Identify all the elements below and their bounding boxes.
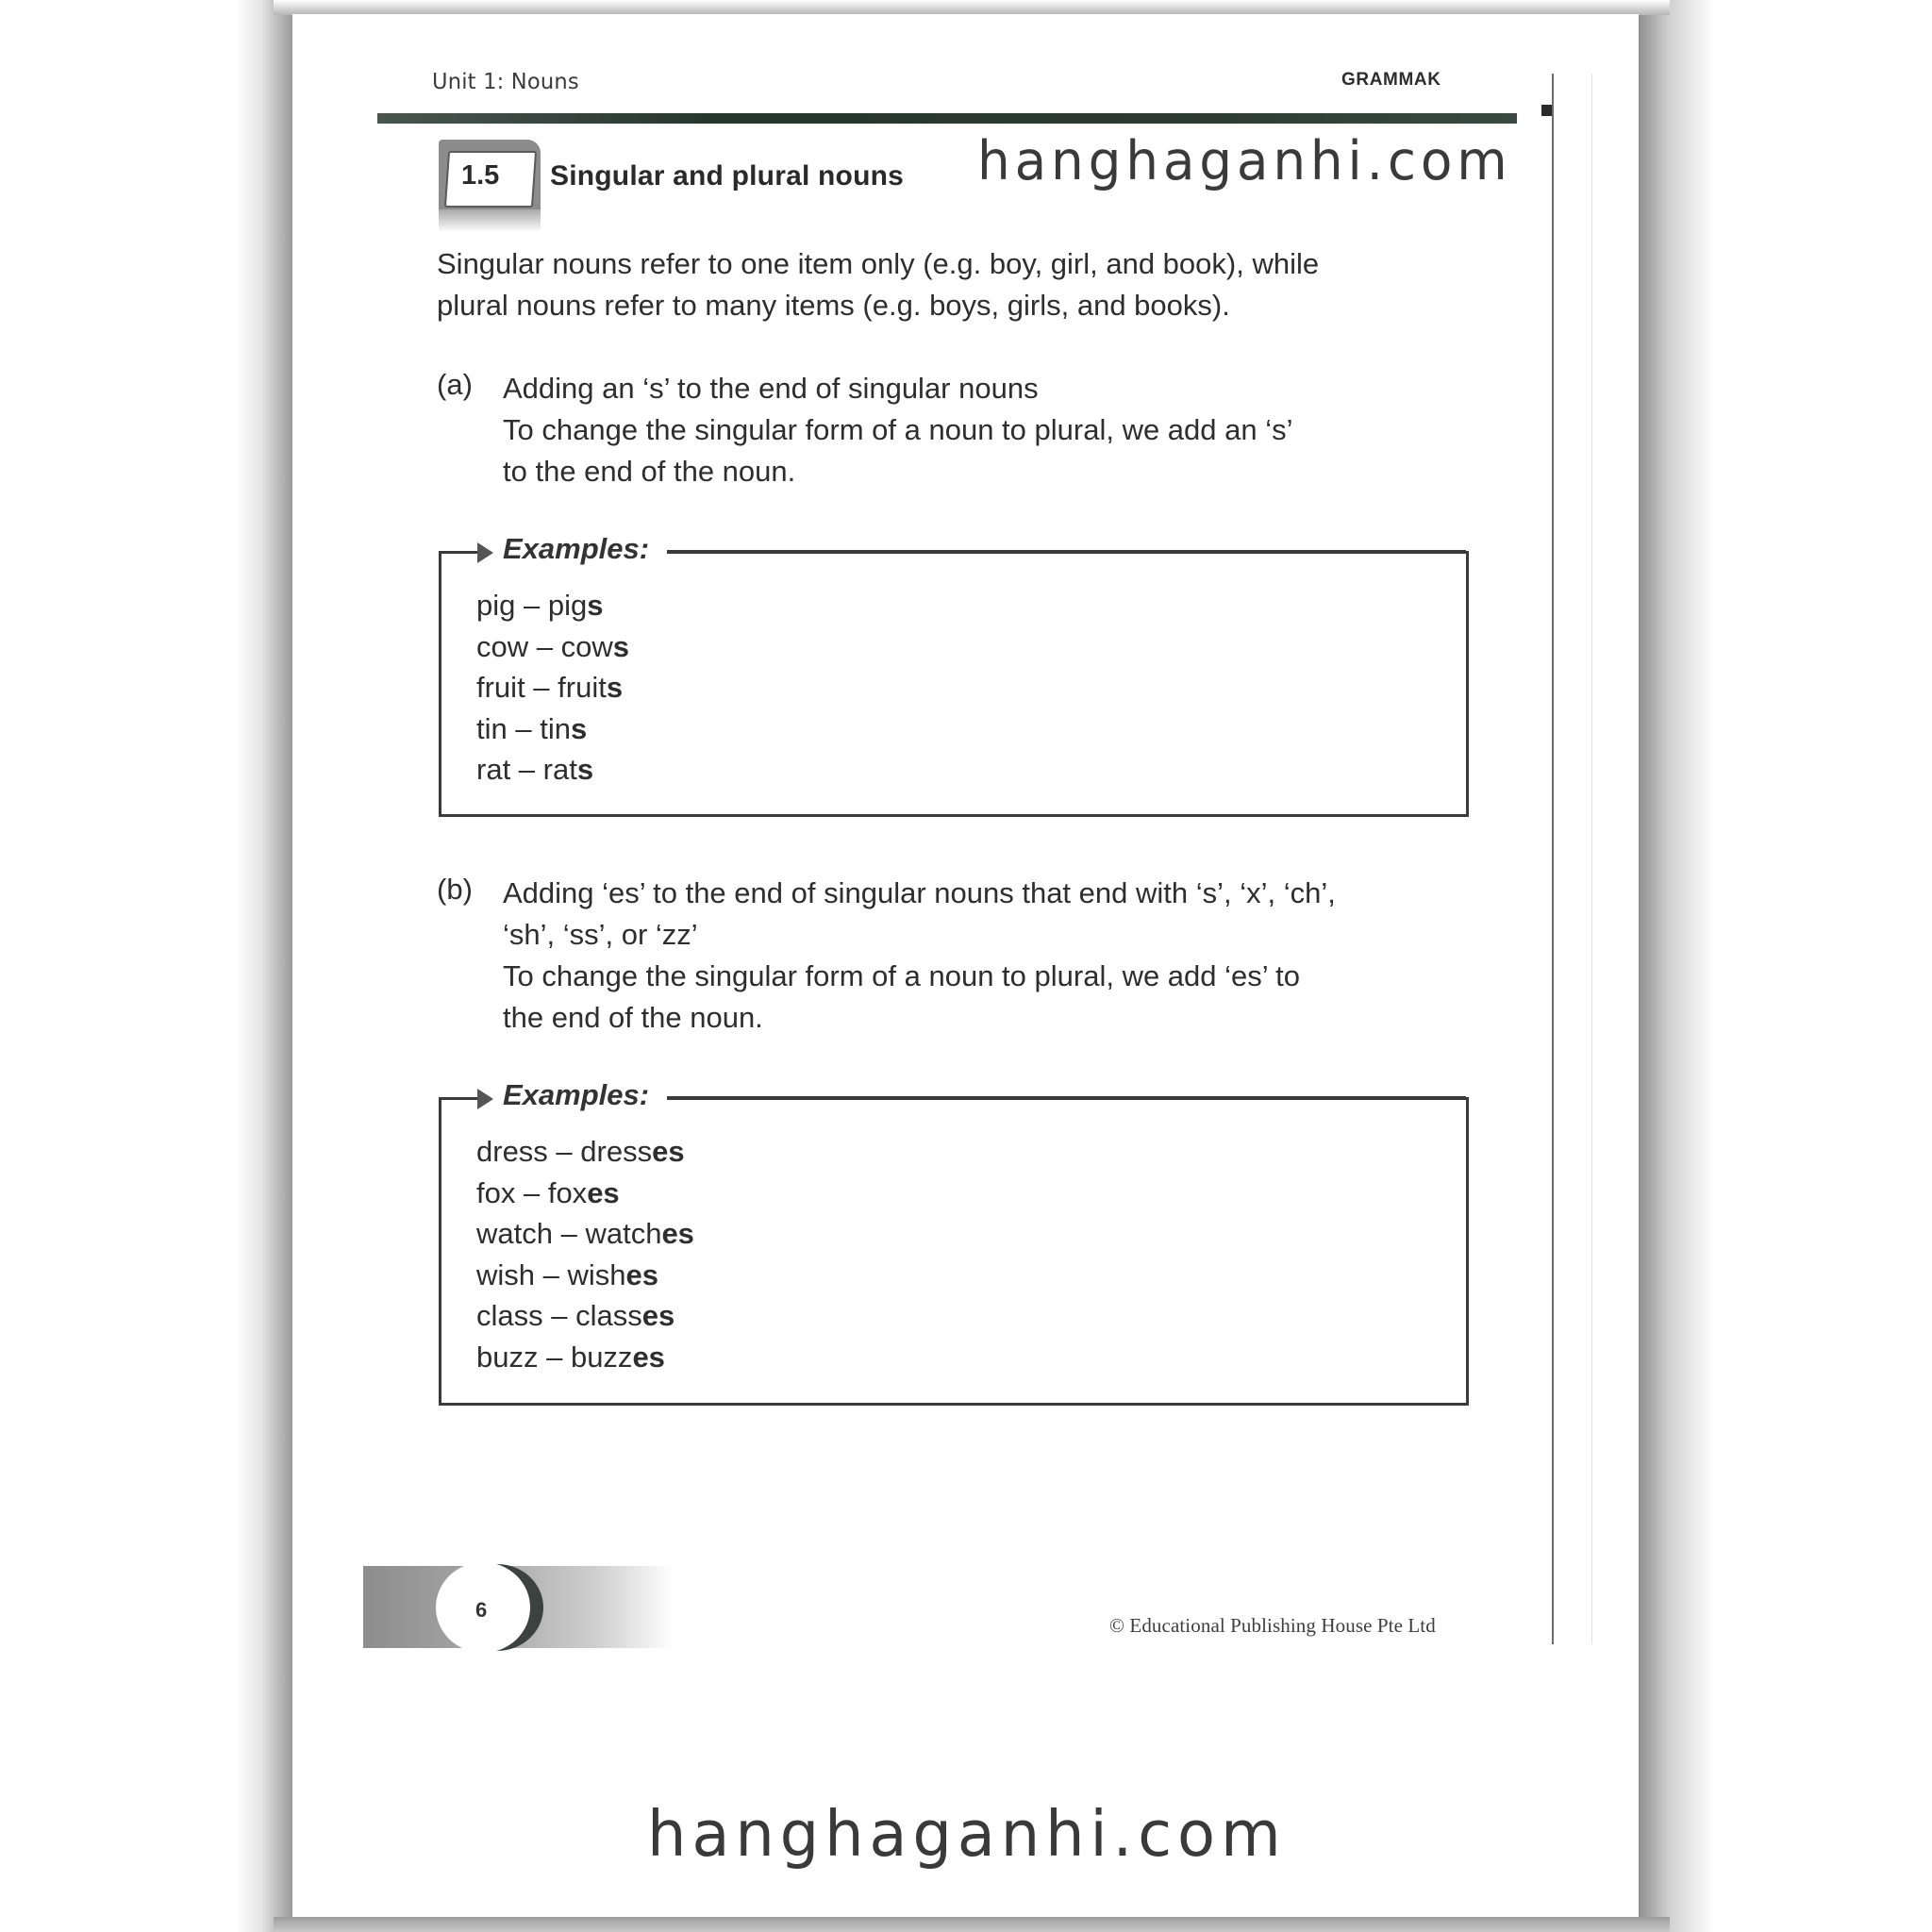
pair-separator: –: [542, 1299, 576, 1332]
example-pair: [476, 1213, 694, 1255]
margin-line-faint: [1591, 74, 1592, 1644]
rule-b-line: To change the singular form of a noun to plural, we add ‘es’ to: [503, 959, 1300, 992]
pair-separator: –: [510, 753, 543, 786]
plural-stem: rat: [542, 753, 577, 786]
rule-a-line: Adding an ‘s’ to the end of singular nouns: [503, 372, 1039, 405]
intro-line: plural nouns refer to many items (e.g. boys, girls, and books).: [437, 289, 1230, 322]
plural-suffix: es: [632, 1340, 665, 1374]
pair-separator: –: [507, 711, 541, 745]
plural-suffix: es: [652, 1135, 685, 1168]
examples-a-heading: Examples:: [503, 532, 650, 565]
watermark-bottom: hanghaganhi.com: [647, 1797, 1287, 1871]
example-pair: [476, 1255, 694, 1296]
singular-form: rat: [476, 753, 511, 786]
singular-form: fruit: [476, 671, 525, 704]
example-pair: [476, 1131, 694, 1173]
singular-form: dress: [476, 1135, 548, 1168]
watermark-top: hanghaganhi.com: [977, 130, 1512, 192]
rule-a-line: to the end of the noun.: [503, 455, 796, 488]
rule-a-line: To change the singular form of a noun to plural, we add an ‘s’: [503, 413, 1293, 446]
plural-stem: pig: [547, 589, 588, 622]
rule-a-text: [503, 368, 1293, 492]
topic-number: 1.5: [461, 160, 500, 191]
plural-suffix: s: [606, 671, 624, 704]
example-pair: [476, 626, 629, 668]
scan-shadow-top: [274, 0, 1670, 15]
header-rule: [377, 113, 1517, 124]
scan-shadow-left: [236, 0, 292, 1932]
pair-separator: –: [547, 1135, 581, 1168]
scan-shadow-bottom: [274, 1917, 1670, 1932]
pair-separator: –: [538, 1340, 571, 1374]
rule-a-label: (a): [437, 368, 473, 401]
rule-b-text: [503, 873, 1336, 1039]
pair-separator: –: [535, 1257, 568, 1291]
plural-suffix: s: [587, 589, 604, 622]
plural-stem: wish: [567, 1257, 626, 1291]
examples-b-heading: Examples:: [503, 1078, 650, 1111]
plural-stem: watch: [585, 1217, 662, 1250]
copyright-notice: © Educational Publishing House Pte Ltd: [1109, 1614, 1436, 1637]
rule-b-line: Adding ‘es’ to the end of singular nouns that end with ‘s’, ‘x’, ‘ch’,: [503, 876, 1336, 909]
pair-separator: –: [528, 629, 561, 663]
singular-form: fox: [476, 1175, 516, 1209]
singular-form: buzz: [476, 1340, 539, 1374]
topic-badge-shadow: [439, 209, 541, 232]
pair-separator: –: [525, 671, 558, 704]
scan-shadow-right: [1639, 0, 1714, 1932]
singular-form: wish: [476, 1257, 536, 1291]
pair-separator: –: [552, 1217, 586, 1250]
pair-separator: –: [515, 589, 548, 622]
margin-line: [1552, 74, 1554, 1644]
plural-suffix: es: [625, 1257, 658, 1291]
rule-b-label: (b): [437, 873, 473, 906]
examples-b-top-rule: [667, 1096, 1466, 1100]
plural-stem: class: [575, 1299, 642, 1332]
plural-suffix: s: [570, 711, 588, 745]
plural-suffix: s: [612, 629, 629, 663]
plural-suffix: s: [576, 753, 594, 786]
examples-b-list: [476, 1131, 694, 1377]
plural-stem: dress: [580, 1135, 653, 1168]
section-label: GRAMMAK: [1341, 70, 1441, 90]
plural-suffix: es: [641, 1299, 675, 1332]
example-pair: [476, 1173, 694, 1214]
example-pair: [476, 708, 629, 750]
plural-stem: tin: [540, 711, 571, 745]
plural-suffix: es: [661, 1217, 694, 1250]
plural-stem: fox: [547, 1175, 588, 1209]
examples-a-arrow-line: [439, 551, 478, 554]
plural-stem: buzz: [570, 1340, 633, 1374]
example-pair: [476, 1295, 694, 1337]
examples-b-arrow-line: [439, 1097, 478, 1100]
page-number: 6: [475, 1598, 488, 1622]
plural-suffix: es: [587, 1175, 620, 1209]
singular-form: cow: [476, 629, 529, 663]
plural-stem: fruit: [558, 671, 607, 704]
singular-form: pig: [476, 589, 516, 622]
pair-separator: –: [515, 1175, 548, 1209]
rule-b-line: the end of the noun.: [503, 1001, 763, 1034]
singular-form: tin: [476, 711, 508, 745]
running-head: Unit 1: Nouns: [432, 70, 579, 94]
example-pair: [476, 1337, 694, 1378]
arrow-right-icon: [477, 542, 493, 563]
example-pair: [476, 667, 629, 708]
examples-a-list: [476, 585, 629, 791]
intro-paragraph: [437, 243, 1319, 326]
intro-line: Singular nouns refer to one item only (e.g. boy, girl, and book), while: [437, 247, 1320, 280]
singular-form: class: [476, 1299, 543, 1332]
singular-form: watch: [476, 1217, 553, 1250]
example-pair: [476, 749, 629, 791]
plural-stem: cow: [560, 629, 613, 663]
rule-b-line: ‘sh’, ‘ss’, or ‘zz’: [503, 918, 698, 951]
example-pair: [476, 585, 629, 626]
examples-a-top-rule: [667, 550, 1466, 554]
topic-title: Singular and plural nouns: [550, 160, 905, 192]
arrow-right-icon: [477, 1089, 493, 1109]
